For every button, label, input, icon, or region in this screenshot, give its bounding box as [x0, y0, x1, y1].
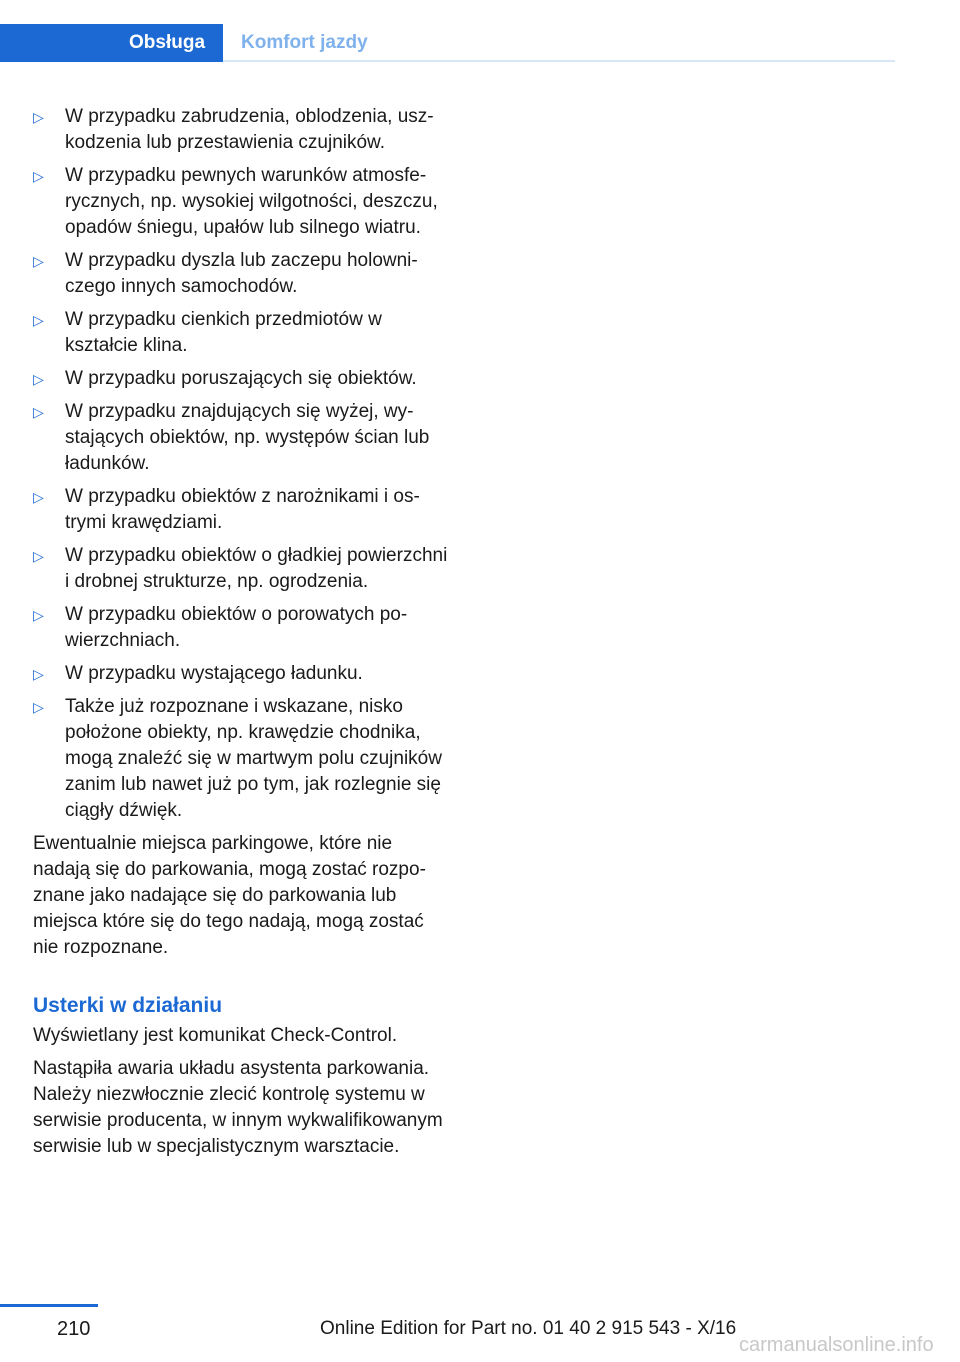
tab-komfort-jazdy[interactable] — [241, 24, 368, 62]
tab-label: Komfort jazdy — [241, 32, 368, 53]
triangle-bullet-icon: ▷ — [33, 168, 44, 184]
triangle-bullet-icon: ▷ — [33, 666, 44, 682]
list-item — [33, 661, 453, 687]
list-item — [33, 694, 453, 824]
list-item — [33, 602, 453, 654]
triangle-bullet-icon: ▷ — [33, 109, 44, 125]
paragraph-parking-spots: Ewentualnie miejsca parkingowe, które nie nadają się do parkowania, mogą zostać rozpoznane jako nadające się do parkowania lub miejsca które się do tego nadają, mogą zostać nie rozpoznane. — [33, 833, 426, 958]
list-item-text: W przypadku poruszających się obiektów. — [65, 368, 417, 389]
list-item — [33, 307, 453, 359]
page-content — [33, 104, 453, 1167]
list-item-text: W przypadku cienkich przedmiotów w kształcie klina. — [65, 309, 382, 356]
list-item-text: Także już rozpoznane i wskazane, nisko położone obiekty, np. krawędzie chodnika, mogą znaleźć się w martwym polu czujników zanim lub nawet już po tym, jak rozlegnie się ciągły dźwięk. — [65, 696, 442, 821]
tab-obsluga[interactable] — [0, 24, 223, 62]
watermark: carmanualsonline.info — [739, 1334, 934, 1356]
list-item — [33, 248, 453, 300]
triangle-bullet-icon: ▷ — [33, 404, 44, 420]
list-item — [33, 366, 453, 392]
triangle-bullet-icon: ▷ — [33, 548, 44, 564]
page-number: 210 — [57, 1318, 91, 1340]
list-item-text: W przypadku obiektów o porowatych powierzchniach. — [65, 604, 408, 651]
triangle-bullet-icon: ▷ — [33, 371, 44, 387]
header-divider — [223, 60, 895, 62]
triangle-bullet-icon: ▷ — [33, 489, 44, 505]
bullet-list — [33, 104, 453, 824]
edition-note: Online Edition for Part no. 01 40 2 915 543 - X/16 — [320, 1318, 737, 1339]
list-item-text: W przypadku pewnych warunków atmosferycznych, np. wysokiej wilgotności, deszczu, opadów śniegu, upałów lub silnego wiatru. — [65, 165, 438, 238]
list-item-text: W przypadku zabrudzenia, oblodzenia, uszkodzenia lub przestawienia czujników. — [65, 106, 434, 153]
triangle-bullet-icon: ▷ — [33, 253, 44, 269]
footer-divider — [0, 1304, 98, 1307]
header-bar — [0, 24, 895, 62]
paragraph-malfunction: Nastąpiła awaria układu asystenta parkowania. Należy niezwłocznie zlecić kontrolę systemu w serwisie producenta, w innym wykwalifikowanym serwisie lub w specjalistycznym warsztacie. — [33, 1058, 443, 1157]
list-item — [33, 163, 453, 241]
list-item — [33, 104, 453, 156]
list-item-text: W przypadku dyszla lub zaczepu holowniczego innych samochodów. — [65, 250, 418, 297]
triangle-bullet-icon: ▷ — [33, 607, 44, 623]
list-item-text: W przypadku obiektów z narożnikami i ostrymi krawędziami. — [65, 486, 420, 533]
list-item — [33, 399, 453, 477]
section-heading: Usterki w działaniu — [33, 994, 223, 1017]
list-item-text: W przypadku znajdujących się wyżej, wystających obiektów, np. występów ścian lub ładunków. — [65, 401, 430, 474]
list-item-text: W przypadku wystającego ładunku. — [65, 663, 363, 684]
list-item — [33, 543, 453, 595]
triangle-bullet-icon: ▷ — [33, 312, 44, 328]
paragraph-check-control: Wyświetlany jest komunikat Check-Control. — [33, 1025, 398, 1046]
tab-label: Obsługa — [129, 32, 206, 53]
triangle-bullet-icon: ▷ — [33, 699, 44, 715]
list-item — [33, 484, 453, 536]
list-item-text: W przypadku obiektów o gładkiej powierzchni i drobnej strukturze, np. ogrodzenia. — [65, 545, 448, 592]
